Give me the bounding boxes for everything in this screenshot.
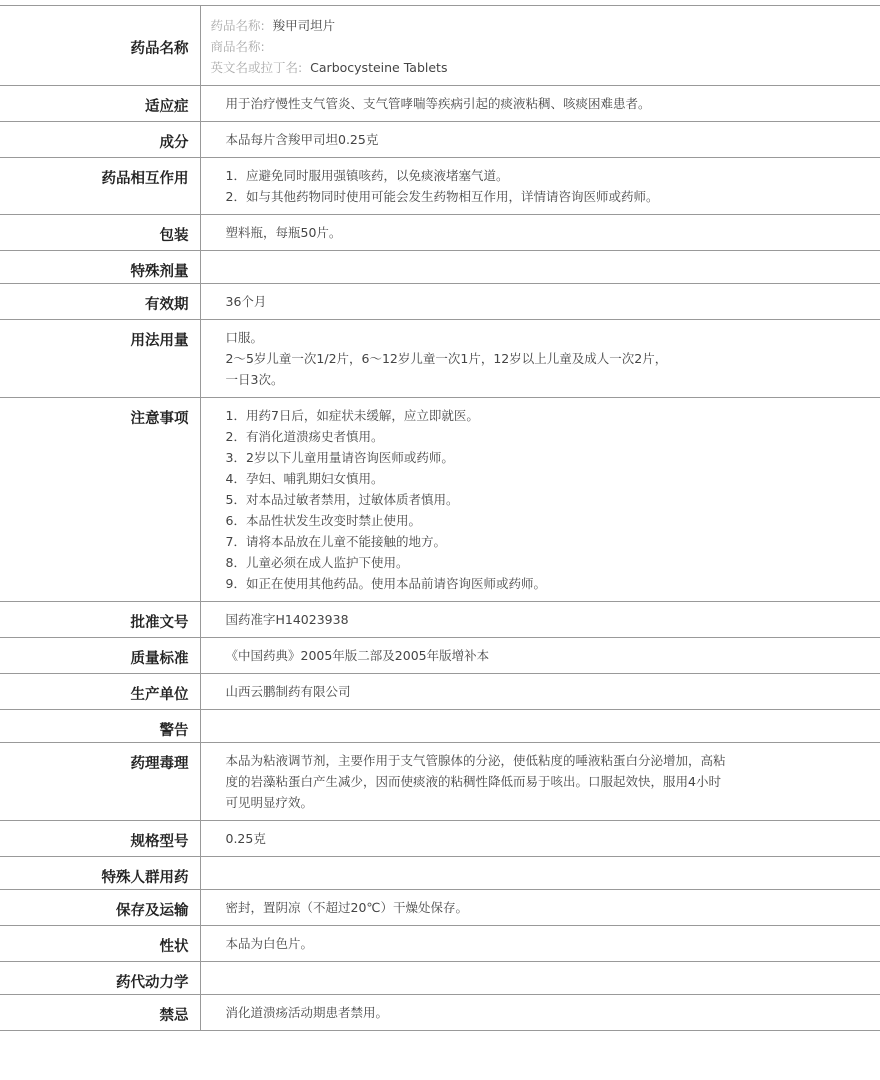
label-special-population: 特殊人群用药 bbox=[0, 857, 200, 890]
generic-name-value: 羧甲司坦片 bbox=[272, 18, 336, 33]
specification-line: 0.25克 bbox=[225, 831, 266, 846]
value-standard bbox=[200, 638, 880, 674]
precautions-line: 4．孕妇、哺乳期妇女慎用。 bbox=[225, 471, 384, 486]
value-interactions bbox=[200, 158, 880, 215]
value-pharmacology bbox=[200, 743, 880, 821]
approval-line: 国药准字H14023938 bbox=[225, 612, 349, 627]
composition-line: 本品每片含羧甲司坦0.25克 bbox=[225, 132, 379, 147]
row-pharmacology bbox=[0, 743, 880, 821]
row-manufacturer bbox=[0, 674, 880, 710]
trade-name-key: 商品名称: bbox=[210, 39, 265, 54]
row-drug-name bbox=[0, 6, 880, 86]
value-package bbox=[200, 215, 880, 251]
pharmacology-line: 度的岩藻粘蛋白产生减少，因而使痰液的粘稠性降低而易于咳出。口服起效快，服用4小时 bbox=[225, 774, 721, 789]
value-warning bbox=[200, 710, 880, 743]
row-precautions bbox=[0, 398, 880, 602]
label-pharmacokinetics: 药代动力学 bbox=[0, 962, 200, 995]
english-name-value: Carbocysteine Tablets bbox=[310, 60, 448, 75]
interactions-line: 2．如与其他药物同时使用可能会发生药物相互作用，详情请咨询医师或药师。 bbox=[225, 189, 659, 204]
row-contraindications bbox=[0, 995, 880, 1031]
usage-line: 2～5岁儿童一次1/2片，6～12岁儿童一次1片，12岁以上儿童及成人一次2片， bbox=[225, 351, 668, 366]
row-standard bbox=[0, 638, 880, 674]
precautions-line: 8．儿童必须在成人监护下使用。 bbox=[225, 555, 409, 570]
generic-name-key: 药品名称: bbox=[210, 18, 265, 33]
label-standard: 质量标准 bbox=[0, 638, 200, 674]
row-indications bbox=[0, 86, 880, 122]
package-line: 塑料瓶，每瓶50片。 bbox=[225, 225, 342, 240]
label-approval: 批准文号 bbox=[0, 602, 200, 638]
english-name-line bbox=[211, 57, 871, 78]
value-special-population bbox=[200, 857, 880, 890]
label-interactions: 药品相互作用 bbox=[0, 158, 200, 215]
value-manufacturer bbox=[200, 674, 880, 710]
trade-name-line bbox=[211, 36, 871, 57]
label-storage: 保存及运输 bbox=[0, 890, 200, 926]
usage-line: 口服。 bbox=[225, 330, 264, 345]
pharmacology-line: 可见明显疗效。 bbox=[225, 795, 314, 810]
label-composition: 成分 bbox=[0, 122, 200, 158]
row-interactions bbox=[0, 158, 880, 215]
row-special-population bbox=[0, 857, 880, 890]
precautions-line: 5．对本品过敏者禁用，过敏体质者慎用。 bbox=[225, 492, 459, 507]
precautions-line: 2．有消化道溃疡史者慎用。 bbox=[225, 429, 384, 444]
label-manufacturer: 生产单位 bbox=[0, 674, 200, 710]
english-name-key: 英文名或拉丁名: bbox=[210, 60, 303, 75]
drug-info-table bbox=[0, 5, 880, 1031]
label-specification: 规格型号 bbox=[0, 821, 200, 857]
label-validity: 有效期 bbox=[0, 284, 200, 320]
label-special-dosage: 特殊剂量 bbox=[0, 251, 200, 284]
row-warning bbox=[0, 710, 880, 743]
label-precautions: 注意事项 bbox=[0, 398, 200, 602]
value-specification bbox=[200, 821, 880, 857]
label-indications: 适应症 bbox=[0, 86, 200, 122]
row-composition bbox=[0, 122, 880, 158]
row-appearance bbox=[0, 926, 880, 962]
value-contraindications bbox=[200, 995, 880, 1031]
precautions-line: 3．2岁以下儿童用量请咨询医师或药师。 bbox=[225, 450, 454, 465]
row-pharmacokinetics bbox=[0, 962, 880, 995]
label-warning: 警告 bbox=[0, 710, 200, 743]
row-usage bbox=[0, 320, 880, 398]
value-validity bbox=[200, 284, 880, 320]
validity-line: 36个月 bbox=[225, 294, 267, 309]
interactions-line: 1．应避免同时服用强镇咳药，以免痰液堵塞气道。 bbox=[225, 168, 509, 183]
value-approval bbox=[200, 602, 880, 638]
value-special-dosage bbox=[200, 251, 880, 284]
value-usage bbox=[200, 320, 880, 398]
appearance-line: 本品为白色片。 bbox=[225, 936, 314, 951]
precautions-line: 7．请将本品放在儿童不能接触的地方。 bbox=[225, 534, 446, 549]
drug-name-block bbox=[200, 6, 880, 86]
value-pharmacokinetics bbox=[200, 962, 880, 995]
generic-name-line bbox=[211, 15, 871, 36]
row-package bbox=[0, 215, 880, 251]
usage-line: 一日3次。 bbox=[225, 372, 284, 387]
pharmacology-line: 本品为粘液调节剂，主要作用于支气管腺体的分泌，使低粘度的唾液粘蛋白分泌增加，高粘 bbox=[225, 753, 726, 768]
storage-line: 密封，置阴凉（不超过20℃）干燥处保存。 bbox=[225, 900, 468, 915]
precautions-line: 1．用药7日后，如症状未缓解，应立即就医。 bbox=[225, 408, 479, 423]
standard-line: 《中国药典》2005年版二部及2005年版增补本 bbox=[225, 648, 490, 663]
precautions-line: 9．如正在使用其他药品。使用本品前请咨询医师或药师。 bbox=[225, 576, 546, 591]
indications-line: 用于治疗慢性支气管炎、支气管哮喘等疾病引起的痰液粘稠、咳痰困难患者。 bbox=[225, 96, 651, 111]
row-storage bbox=[0, 890, 880, 926]
row-specification bbox=[0, 821, 880, 857]
label-usage: 用法用量 bbox=[0, 320, 200, 398]
row-validity bbox=[0, 284, 880, 320]
label-contraindications: 禁忌 bbox=[0, 995, 200, 1031]
row-approval bbox=[0, 602, 880, 638]
row-special-dosage bbox=[0, 251, 880, 284]
label-appearance: 性状 bbox=[0, 926, 200, 962]
value-storage bbox=[200, 890, 880, 926]
precautions-line: 6．本品性状发生改变时禁止使用。 bbox=[225, 513, 421, 528]
value-composition bbox=[200, 122, 880, 158]
value-appearance bbox=[200, 926, 880, 962]
label-drug-name: 药品名称 bbox=[0, 6, 200, 86]
value-indications bbox=[200, 86, 880, 122]
label-package: 包装 bbox=[0, 215, 200, 251]
label-pharmacology: 药理毒理 bbox=[0, 743, 200, 821]
contraindications-line: 消化道溃疡活动期患者禁用。 bbox=[225, 1005, 389, 1020]
manufacturer-line: 山西云鹏制药有限公司 bbox=[225, 684, 351, 699]
value-precautions bbox=[200, 398, 880, 602]
